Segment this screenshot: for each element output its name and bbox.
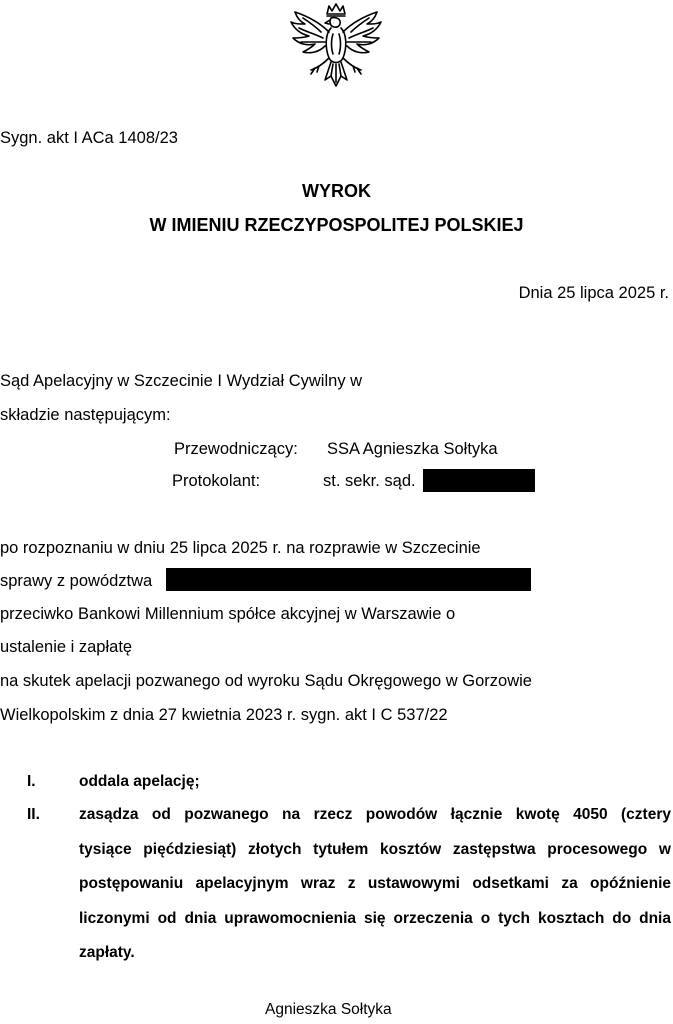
body-line: na skutek apelacji pozwanego od wyroku Sądu Okręgowego w Gorzowie <box>0 672 532 690</box>
body-line: Wielkopolskim z dnia 27 kwietnia 2023 r. sygn. akt I C 537/22 <box>0 706 448 724</box>
case-signature: Sygn. akt I ACa 1408/23 <box>0 129 178 147</box>
ruling-line: postępowaniu apelacyjnym wraz z ustawowymi odsetkami za opóźnienie <box>79 875 671 892</box>
ruling-line: zapłaty. <box>79 944 135 961</box>
body-line: ustalenie i zapłatę <box>0 638 133 656</box>
body-line: sprawy z powództwa <box>0 572 153 590</box>
plaintiff-redaction <box>166 568 531 591</box>
judge-signature: Agnieszka Sołtyka <box>265 1001 392 1018</box>
body-line: po rozpoznaniu w dniu 25 lipca 2025 r. na rozprawie w Szczecinie <box>0 539 481 557</box>
chair-label: Przewodniczący: <box>174 440 298 458</box>
body-line: przeciwko Bankowi Millennium spółce akcyjnej w Warszawie o <box>0 605 456 623</box>
ruling-number: I. <box>27 773 36 790</box>
clerk-label: Protokolant: <box>172 472 261 490</box>
ruling-line: zasądza od pozwanego na rzecz powodów łącznie kwotę 4050 (cztery <box>79 806 671 823</box>
document-title: WYROK <box>302 181 371 201</box>
court-line: Sąd Apelacyjny w Szczecinie I Wydział Cywilny w <box>0 372 363 390</box>
document-subtitle: W IMIENIU RZECZYPOSPOLITEJ POLSKIEJ <box>149 215 524 235</box>
ruling-line: tysiące pięćdziesiąt) złotych tytułem kosztów zastępstwa procesowego w <box>79 840 671 858</box>
chair-name: SSA Agnieszka Sołtyka <box>327 440 498 458</box>
polish-eagle-emblem-icon <box>281 2 391 102</box>
ruling-text <box>79 798 671 971</box>
ruling-text: oddala apelację; <box>79 773 200 790</box>
judgment-date: Dnia 25 lipca 2025 r. <box>518 284 669 302</box>
ruling-number: II. <box>27 806 40 823</box>
ruling-line: liczonymi od dnia uprawomocnienia się orzeczenia o tych kosztach do dnia <box>79 909 671 927</box>
court-line: składzie następującym: <box>0 406 171 424</box>
clerk-name: st. sekr. sąd. <box>323 472 416 490</box>
clerk-redaction <box>423 469 535 492</box>
